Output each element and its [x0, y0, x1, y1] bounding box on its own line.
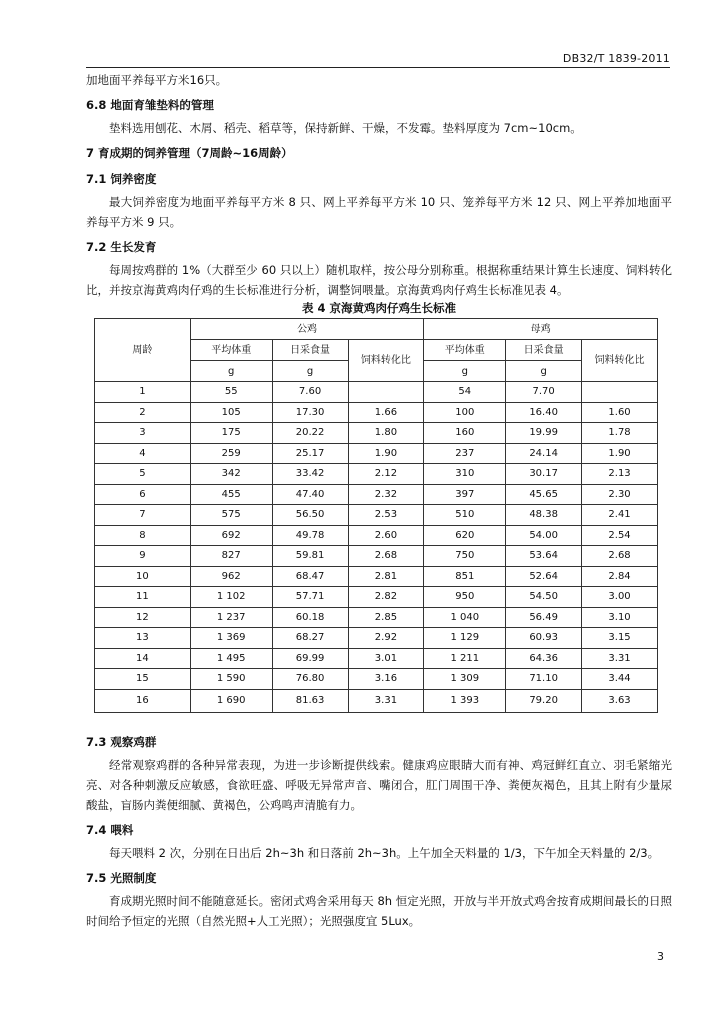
table-row — [95, 443, 658, 464]
cell-week: 4 — [95, 443, 191, 464]
cell-female-ratio: 3.31 — [582, 648, 658, 669]
cell-week: 12 — [95, 607, 191, 628]
cell-female-weight: 310 — [424, 464, 506, 485]
cell-female-ratio: 3.00 — [582, 587, 658, 608]
table-caption: 表 4 京海黄鸡肉仔鸡生长标准 — [301, 301, 456, 315]
cell-female-ratio: 2.68 — [582, 546, 658, 567]
header-divider — [86, 67, 670, 68]
cell-female-ratio: 1.90 — [582, 443, 658, 464]
cell-male-feed: 33.42 — [272, 464, 348, 485]
heading-7-4: 7.4 喂料 — [86, 822, 134, 837]
continued-text: 加地面平养每平方米16只。 — [86, 73, 228, 87]
cell-female-feed: 7.70 — [506, 382, 582, 403]
cell-female-feed: 19.99 — [506, 423, 582, 444]
table-row — [95, 382, 658, 403]
cell-female-feed: 79.20 — [506, 689, 582, 712]
cell-male-weight: 827 — [190, 546, 272, 567]
table-row — [95, 648, 658, 669]
header-female-weight: 平均体重 — [424, 340, 506, 361]
cell-female-feed: 30.17 — [506, 464, 582, 485]
cell-female-ratio: 3.44 — [582, 669, 658, 690]
paragraph-7-1: 最大饲养密度为地面平养每平方米 8 只、网上平养每平方米 10 只、笼养每平方米 12 只、网上平养加地面平养每平方米 9 只。 — [86, 195, 672, 229]
cell-male-ratio: 3.16 — [348, 669, 424, 690]
cell-female-ratio: 3.10 — [582, 607, 658, 628]
cell-male-weight: 55 — [190, 382, 272, 403]
cell-male-feed: 76.80 — [272, 669, 348, 690]
cell-female-weight: 1 309 — [424, 669, 506, 690]
cell-male-weight: 1 237 — [190, 607, 272, 628]
cell-week: 7 — [95, 505, 191, 526]
header-female: 母鸡 — [424, 319, 658, 340]
cell-male-feed: 47.40 — [272, 484, 348, 505]
cell-week: 15 — [95, 669, 191, 690]
cell-male-ratio: 2.60 — [348, 525, 424, 546]
cell-male-ratio: 2.82 — [348, 587, 424, 608]
cell-female-feed: 64.36 — [506, 648, 582, 669]
standard-code: DB32/T 1839-2011 — [562, 52, 670, 65]
cell-week: 6 — [95, 484, 191, 505]
table-row — [95, 402, 658, 423]
cell-female-feed: 45.65 — [506, 484, 582, 505]
paragraph-7-3: 经常观察鸡群的各种异常表现，为进一步诊断提供线索。健康鸡应眼睛大而有神、鸡冠鲜红直立、羽毛紧缩光亮、对各种刺激反应敏感，食欲旺盛、呼吸无异常声音、嘴闭合，肛门周围干净、粪便灰褐色，且其上附有少量尿酸盐，盲肠内粪便细腻、黄褐色，公鸡鸣声清脆有力。 — [86, 757, 672, 812]
cell-male-ratio: 2.85 — [348, 607, 424, 628]
header-week: 周龄 — [95, 319, 191, 382]
page-number: 3 — [657, 950, 664, 963]
unit-male-weight: g — [190, 361, 272, 382]
cell-female-weight: 851 — [424, 566, 506, 587]
header-male-weight: 平均体重 — [190, 340, 272, 361]
heading-7-5: 7.5 光照制度 — [86, 870, 157, 885]
cell-male-feed: 69.99 — [272, 648, 348, 669]
unit-female-weight: g — [424, 361, 506, 382]
cell-female-weight: 1 211 — [424, 648, 506, 669]
cell-male-weight: 1 495 — [190, 648, 272, 669]
cell-female-weight: 54 — [424, 382, 506, 403]
cell-female-feed: 48.38 — [506, 505, 582, 526]
cell-male-feed: 60.18 — [272, 607, 348, 628]
cell-male-feed: 68.47 — [272, 566, 348, 587]
cell-female-ratio: 3.15 — [582, 628, 658, 649]
header-female-ratio: 饲料转化比 — [582, 340, 658, 382]
cell-female-weight: 750 — [424, 546, 506, 567]
header-male-feed: 日采食量 — [272, 340, 348, 361]
cell-male-ratio: 1.80 — [348, 423, 424, 444]
cell-male-weight: 962 — [190, 566, 272, 587]
table-row — [95, 505, 658, 526]
cell-female-feed: 53.64 — [506, 546, 582, 567]
cell-male-feed: 59.81 — [272, 546, 348, 567]
table-row — [95, 525, 658, 546]
cell-male-feed: 7.60 — [272, 382, 348, 403]
heading-7-3: 7.3 观察鸡群 — [86, 734, 157, 749]
header-female-feed: 日采食量 — [506, 340, 582, 361]
heading-7: 7 育成期的饲养管理（7周龄~16周龄） — [86, 146, 293, 160]
cell-female-ratio: 2.13 — [582, 464, 658, 485]
cell-male-ratio: 2.12 — [348, 464, 424, 485]
cell-female-weight: 1 040 — [424, 607, 506, 628]
cell-male-feed: 20.22 — [272, 423, 348, 444]
heading-7-2: 7.2 生长发育 — [86, 240, 157, 254]
table-row — [95, 423, 658, 444]
cell-male-feed: 57.71 — [272, 587, 348, 608]
cell-male-ratio: 3.01 — [348, 648, 424, 669]
header-male: 公鸡 — [190, 319, 424, 340]
cell-week: 3 — [95, 423, 191, 444]
cell-female-ratio: 2.30 — [582, 484, 658, 505]
cell-male-feed: 81.63 — [272, 689, 348, 712]
cell-female-ratio: 3.63 — [582, 689, 658, 712]
table-row — [95, 607, 658, 628]
cell-female-feed: 16.40 — [506, 402, 582, 423]
cell-female-weight: 950 — [424, 587, 506, 608]
cell-female-ratio: 2.84 — [582, 566, 658, 587]
cell-male-ratio: 1.66 — [348, 402, 424, 423]
cell-male-ratio: 2.68 — [348, 546, 424, 567]
paragraph-7-5: 育成期光照时间不能随意延长。密闭式鸡舍采用每天 8h 恒定光照，开放与半开放式鸡舍按育成期间最长的日照时间给予恒定的光照（自然光照+人工光照）；光照强度宜 5Lux。 — [86, 893, 672, 928]
cell-female-feed: 24.14 — [506, 443, 582, 464]
cell-male-weight: 575 — [190, 505, 272, 526]
cell-male-ratio: 3.31 — [348, 689, 424, 712]
table-row — [95, 628, 658, 649]
page-content — [86, 70, 672, 931]
cell-female-feed: 60.93 — [506, 628, 582, 649]
cell-male-feed: 17.30 — [272, 402, 348, 423]
cell-male-weight: 1 590 — [190, 669, 272, 690]
table-row — [95, 484, 658, 505]
cell-female-ratio: 1.78 — [582, 423, 658, 444]
cell-male-weight: 1 690 — [190, 689, 272, 712]
cell-week: 13 — [95, 628, 191, 649]
cell-male-ratio: 2.32 — [348, 484, 424, 505]
unit-female-feed: g — [506, 361, 582, 382]
table-row — [95, 669, 658, 690]
cell-week: 14 — [95, 648, 191, 669]
cell-female-weight: 397 — [424, 484, 506, 505]
cell-male-feed: 49.78 — [272, 525, 348, 546]
paragraph-7-2: 每周按鸡群的 1%（大群至少 60 只以上）随机取样，按公母分别称重。根据称重结果计算生长速度、饲料转化比，并按京海黄鸡肉仔鸡的生长标准进行分析，调整饲喂量。京海黄鸡肉仔鸡生长标准见表 4。 — [86, 263, 672, 297]
table-row — [95, 689, 658, 712]
cell-week: 11 — [95, 587, 191, 608]
cell-male-ratio: 2.92 — [348, 628, 424, 649]
cell-male-ratio: 1.90 — [348, 443, 424, 464]
cell-week: 1 — [95, 382, 191, 403]
cell-male-weight: 105 — [190, 402, 272, 423]
cell-female-weight: 1 393 — [424, 689, 506, 712]
cell-week: 16 — [95, 689, 191, 712]
growth-standard-table — [94, 318, 658, 713]
cell-female-ratio — [582, 382, 658, 403]
cell-week: 9 — [95, 546, 191, 567]
table-row — [95, 566, 658, 587]
unit-male-feed: g — [272, 361, 348, 382]
cell-female-ratio: 2.54 — [582, 525, 658, 546]
cell-male-ratio: 2.53 — [348, 505, 424, 526]
cell-male-weight: 1 102 — [190, 587, 272, 608]
cell-male-feed: 56.50 — [272, 505, 348, 526]
cell-male-ratio — [348, 382, 424, 403]
cell-male-weight: 175 — [190, 423, 272, 444]
heading-6-8: 6.8 地面育雏垫料的管理 — [86, 98, 214, 112]
cell-female-feed: 54.50 — [506, 587, 582, 608]
cell-female-weight: 237 — [424, 443, 506, 464]
paragraph-6-8: 垫料选用刨花、木屑、稻壳、稻草等，保持新鲜、干燥，不发霉。垫料厚度为 7cm~10cm。 — [109, 121, 582, 135]
cell-male-weight: 455 — [190, 484, 272, 505]
cell-week: 2 — [95, 402, 191, 423]
paragraph-7-4: 每天喂料 2 次，分别在日出后 2h~3h 和日落前 2h~3h。上午加全天料量的 1/3，下午加全天料量的 2/3。 — [109, 845, 660, 860]
cell-week: 8 — [95, 525, 191, 546]
cell-female-weight: 1 129 — [424, 628, 506, 649]
cell-male-weight: 692 — [190, 525, 272, 546]
cell-male-weight: 342 — [190, 464, 272, 485]
cell-female-feed: 52.64 — [506, 566, 582, 587]
cell-week: 10 — [95, 566, 191, 587]
table-row — [95, 546, 658, 567]
cell-male-feed: 68.27 — [272, 628, 348, 649]
cell-male-feed: 25.17 — [272, 443, 348, 464]
cell-female-weight: 100 — [424, 402, 506, 423]
cell-male-ratio: 2.81 — [348, 566, 424, 587]
table-row — [95, 587, 658, 608]
heading-7-1: 7.1 饲养密度 — [86, 172, 157, 186]
cell-female-weight: 510 — [424, 505, 506, 526]
cell-female-weight: 620 — [424, 525, 506, 546]
cell-female-feed: 56.49 — [506, 607, 582, 628]
cell-female-ratio: 2.41 — [582, 505, 658, 526]
cell-female-weight: 160 — [424, 423, 506, 444]
cell-female-feed: 54.00 — [506, 525, 582, 546]
cell-male-weight: 259 — [190, 443, 272, 464]
header-male-ratio: 饲料转化比 — [348, 340, 424, 382]
cell-female-ratio: 1.60 — [582, 402, 658, 423]
cell-male-weight: 1 369 — [190, 628, 272, 649]
table-row — [95, 464, 658, 485]
cell-week: 5 — [95, 464, 191, 485]
cell-female-feed: 71.10 — [506, 669, 582, 690]
